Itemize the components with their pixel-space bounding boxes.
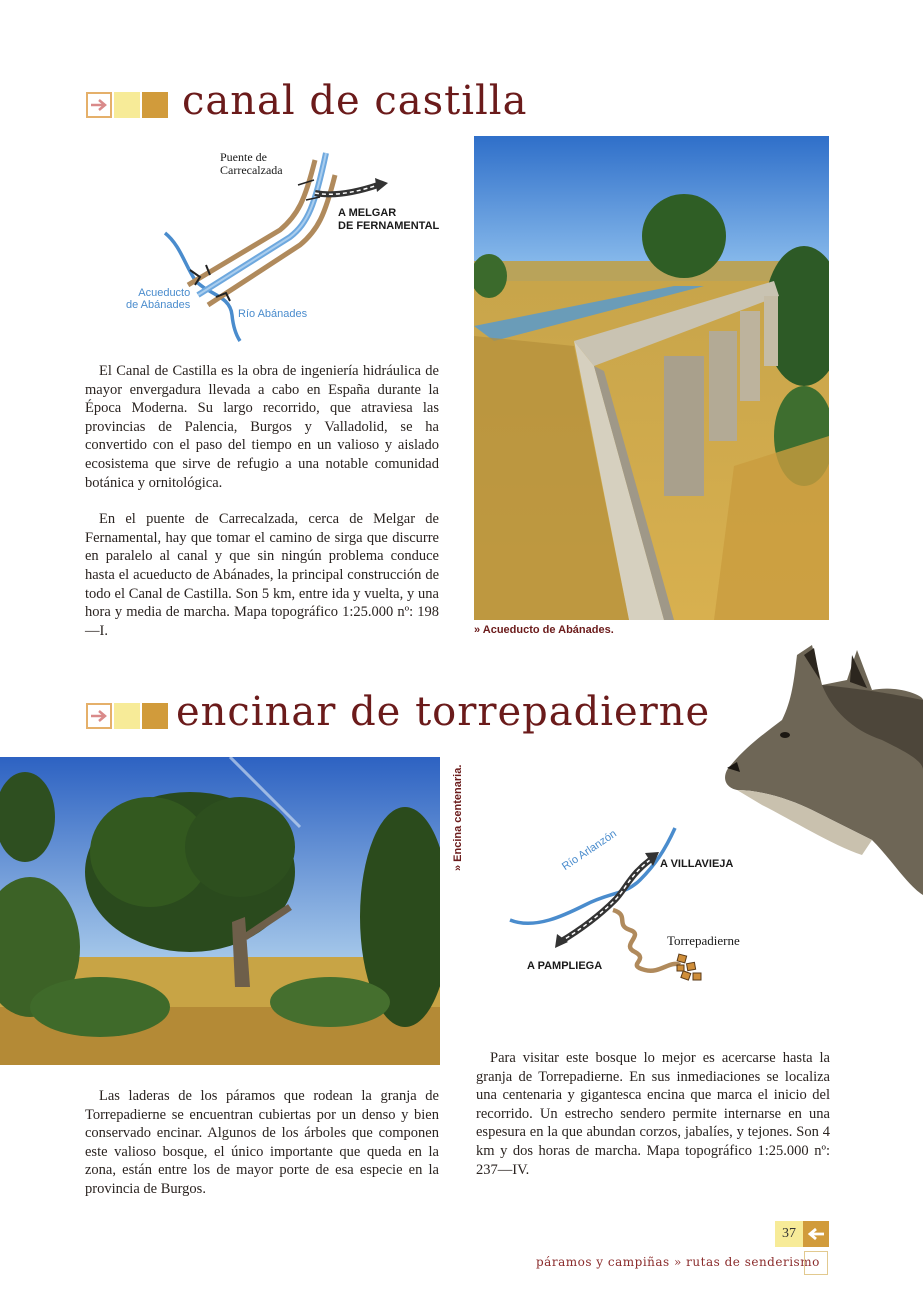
destination-melgar-line2: DE FERNAMENTAL — [338, 220, 440, 232]
torrepadierne-label: Torrepadierne — [667, 933, 740, 948]
canal-text — [85, 362, 439, 640]
footer-box — [804, 1251, 828, 1275]
destination-villavieja: A VILLAVIEJA — [660, 858, 734, 870]
arrow-left-icon — [807, 1227, 825, 1241]
pale-square-icon — [114, 92, 140, 118]
gold-square-icon — [142, 703, 168, 729]
section-title-encinar: encinar de torrepadierne — [176, 689, 711, 735]
footer-breadcrumb: páramos y campiñas » rutas de senderismo — [536, 1255, 820, 1269]
encinar-text-right — [476, 1049, 830, 1179]
destination-melgar-line1: A MELGAR — [338, 207, 397, 219]
pale-square-icon — [114, 703, 140, 729]
destination-melgar — [338, 207, 439, 233]
encinar-map — [505, 820, 765, 990]
gold-square-icon — [142, 92, 168, 118]
encinar-text-left — [85, 1087, 439, 1199]
aqueduct-label-line1: Acueducto — [138, 287, 191, 299]
section-icons-canal — [86, 92, 168, 118]
canal-paragraph-2: En el puente de Carrecalzada, cerca de Melgar de Fernamental, hay que tomar el camino de sirga que discurre en paralelo al canal y que sin ningún problema conduce hasta el acueducto de Abánades, la principal construcción de todo el Canal de Castilla. Son 5 km, entre ida y vuelta, y una hora y media de marcha. Mapa topográfico 1:25.000 nº: 198—I. — [85, 511, 439, 639]
section-title-canal: canal de castilla — [182, 78, 528, 124]
section-icons-encinar — [86, 703, 168, 729]
encina-caption: » Encina centenaria. — [452, 764, 464, 871]
encinar-paragraph-right: Para visitar este bosque lo mejor es acercarse hasta la granja de Torrepadierne. En sus inmediaciones se localiza una centenaria y gigantesca encina que marca el inicio del recorrido. Un estrecho sendero permite internarse en una espesura en la que abundan corzos, jabalíes, y tejones. Son 4 km y dos horas de marcha. Mapa topográfico 1:25.000 nº: 237—IV. — [476, 1050, 830, 1178]
arrow-right-icon[interactable] — [86, 92, 112, 118]
bridge-label-line2: Carrecalzada — [220, 163, 283, 177]
river-arlanzon-label: Río Arlanzón — [560, 827, 619, 873]
canal-map — [120, 145, 450, 345]
page-nav — [775, 1221, 829, 1247]
arrow-right-icon[interactable] — [86, 703, 112, 729]
encinar-paragraph-left: Las laderas de los páramos que rodean la granja de Torrepadierne se encuentran cubiertas por un denso y bien conservado encinar. Algunos de los árboles que componen este valioso bosque, el único importante que queda en la zona, están entre los de mayor porte de esa especie en la provincia de Burgos. — [85, 1088, 439, 1197]
aqueduct-caption: » Acueducto de Abánades. — [474, 624, 614, 636]
destination-pampliega: A PAMPLIEGA — [527, 960, 603, 972]
bridge-label — [220, 151, 283, 177]
encina-photo — [0, 757, 440, 1065]
back-button[interactable] — [803, 1221, 829, 1247]
canal-paragraph-1: El Canal de Castilla es la obra de ingeniería hidráulica de mayor envergadura llevada a cabo en España durante la Época Moderna. Su largo recorrido, que atraviesa las provincias de Palencia, Burgos y Valladolid, se ha convertido con el paso del tiempo en un valioso y aislado ecosistema que sirve de refugio a una notable comunidad botánica y ornitológica. — [85, 363, 439, 491]
aqueduct-photo — [474, 136, 829, 620]
page-number: 37 — [775, 1221, 803, 1247]
river-abanades-label: Río Abánades — [238, 308, 308, 320]
bridge-label-line1: Puente de — [220, 150, 267, 164]
aqueduct-label — [126, 287, 190, 311]
aqueduct-label-line2: de Abánades — [126, 299, 191, 311]
